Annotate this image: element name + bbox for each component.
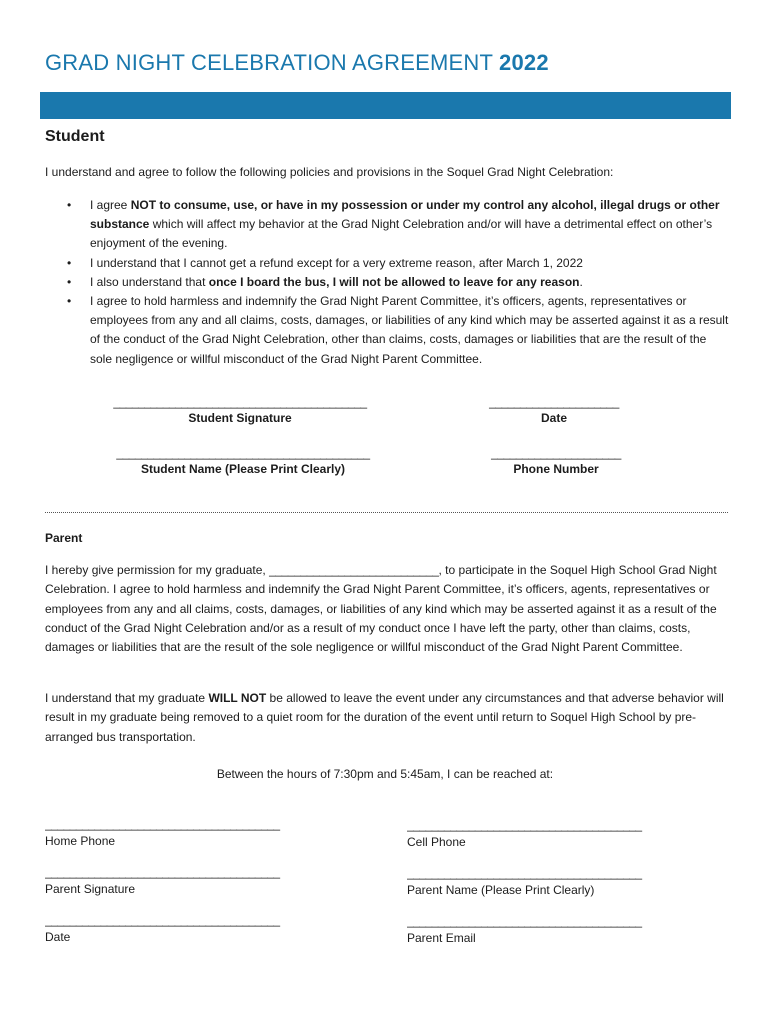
policy-text: I also understand that <box>90 274 209 289</box>
parent-name-field[interactable] <box>407 866 682 897</box>
parent-understanding-paragraph <box>45 689 730 747</box>
policy-bold-text: NOT to consume, use, or have in my possession or under my control any alcohol, illegal drugs or other substance <box>90 198 720 232</box>
policy-text: I agree <box>90 198 131 212</box>
paragraph-text: be allowed to leave the event under any circumstances and that adverse behavior will result in my graduate being removed to a quiet room for the duration of the event until return to Soquel High School by pre-arranged bus transportation. <box>45 691 724 744</box>
signature-line[interactable]: _________________________________________ <box>113 395 367 409</box>
student-intro: I understand and agree to follow the following policies and provisions in the Soquel Grad Night Celebration: <box>45 165 614 179</box>
paragraph-text: , to participate in the Soquel High School Grad Night Celebration. I agree to hold harmless and indemnify the Grad Night Parent Committee, it’s officers, agents, representatives or employees from any and all claims, costs, damages, or liabilities of any kind which may be asserted against it as a result of the conduct of the Grad Night Celebration and/or as a result of my conduct once I have left the party, other than claims, costs, damages or liabilities that are the result of the sole negligence or willful misconduct of the Grad Night Parent Committee. <box>45 563 717 655</box>
contact-hours-text: Between the hours of 7:30pm and 5:45am, I can be reached at: <box>216 767 554 781</box>
paragraph-text: I hereby give permission for my graduate, <box>45 563 270 577</box>
student-name-field[interactable] <box>93 446 393 476</box>
policy-list <box>45 196 730 369</box>
home-phone-field[interactable] <box>45 817 320 848</box>
parent-signature-line[interactable]: ______________________________________ <box>45 865 280 879</box>
parent-name-line[interactable]: ______________________________________ <box>407 866 642 880</box>
paragraph-text: I understand that my graduate <box>45 691 209 705</box>
parent-permission-paragraph <box>45 561 730 657</box>
cell-phone-label: Cell Phone <box>407 835 466 849</box>
policy-item <box>45 196 730 254</box>
parent-signature-label: Parent Signature <box>45 882 136 896</box>
student-date-label: Date <box>540 411 567 425</box>
student-date-field[interactable] <box>478 395 630 425</box>
title-text: GRAD NIGHT CELEBRATION AGREEMENT <box>45 50 493 75</box>
cell-phone-line[interactable]: ______________________________________ <box>407 818 642 832</box>
cut-line-divider <box>45 512 728 513</box>
page-title <box>45 50 549 76</box>
policy-text: which will affect my behavior at the Grad Night Celebration and/or will have a detrimental effect on other’s enjoyment of the evening. <box>90 217 713 251</box>
student-signature-label: Student Signature <box>188 411 292 425</box>
parent-date-line[interactable]: ______________________________________ <box>45 913 280 927</box>
parent-heading: Parent <box>45 531 83 545</box>
date-line[interactable]: _____________________ <box>489 395 619 409</box>
home-phone-label: Home Phone <box>45 834 116 848</box>
cell-phone-field[interactable] <box>407 818 682 849</box>
parent-email-field[interactable] <box>407 914 682 945</box>
policy-bold-text: once I board the bus, I will not be allowed to leave for any reason <box>208 274 580 289</box>
phone-line[interactable]: _____________________ <box>491 446 621 460</box>
student-phone-label: Phone Number <box>513 462 599 476</box>
paragraph-bold-text: WILL NOT <box>208 691 267 705</box>
policy-item <box>45 292 730 369</box>
parent-email-label: Parent Email <box>407 931 476 945</box>
policy-text: . <box>579 274 583 289</box>
policy-text: I agree to hold harmless and indemnify the Grad Night Parent Committee, it’s officers, agents, representatives or employees from any and all claims, costs, damages, or liabilities of any kind which may be asserted against it as a result of the conduct of the Grad Night Celebration, other than claims, costs, damages or liabilities that are the result of the sole negligence or willful misconduct of the Grad Night Parent Committee. <box>90 294 729 366</box>
home-phone-line[interactable]: ______________________________________ <box>45 817 280 831</box>
student-phone-field[interactable] <box>480 446 632 476</box>
title-year: 2022 <box>499 50 549 75</box>
student-name-label: Student Name (Please Print Clearly) <box>140 462 346 476</box>
parent-signature-field[interactable] <box>45 865 320 896</box>
policy-item <box>45 273 730 292</box>
student-signature-field[interactable] <box>90 395 390 425</box>
student-heading: Student <box>45 128 105 145</box>
parent-date-field[interactable] <box>45 913 320 944</box>
parent-name-label: Parent Name (Please Print Clearly) <box>407 883 595 897</box>
name-line[interactable]: _________________________________________ <box>116 446 370 460</box>
parent-email-line[interactable]: ______________________________________ <box>407 914 642 928</box>
header-bar <box>40 92 731 119</box>
policy-text: I understand that I cannot get a refund except for a very extreme reason, after March 1, 2022 <box>90 255 583 270</box>
policy-item <box>45 254 730 273</box>
parent-date-label: Date <box>45 930 71 944</box>
graduate-name-blank[interactable]: ___________________________ <box>269 563 439 577</box>
